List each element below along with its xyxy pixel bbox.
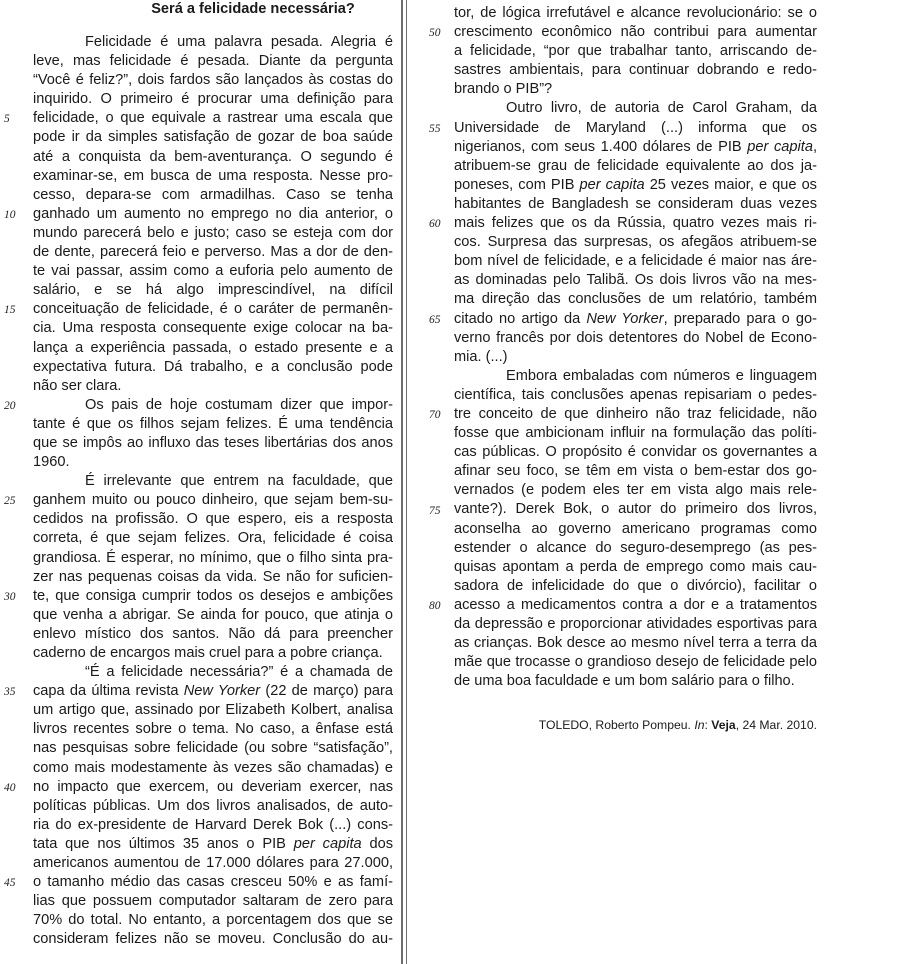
text-line: brando o PIB”? <box>454 81 553 98</box>
text-line: acesso a medicamentos contra a dor e a tratamentos <box>454 596 817 613</box>
source-citation: TOLEDO, Roberto Pompeu. In: Veja, 24 Mar. 2010. <box>538 718 817 732</box>
text-line: cos. Surpresa das surpresas, os afegãos atribuem-se <box>454 234 817 251</box>
line-number: 5 <box>4 113 10 126</box>
text-line: mãe que trocasse o grandioso desejo de felicidade pelo <box>454 654 817 671</box>
source-in: In <box>694 718 705 732</box>
text-line: ganhem muito ou pouco dinheiro, que sejam bem-su- <box>33 492 393 509</box>
text-line: que se impôs ao influxo das teses libertárias dos anos <box>33 434 393 451</box>
source-magazine: Veja <box>711 718 736 732</box>
source-date: , 24 Mar. 2010. <box>735 718 817 732</box>
text-line: correta, é que sejam felizes. Ora, felicidade é coisa <box>33 530 393 547</box>
text-line: ria do ex-presidente de Harvard Derek Bok (...) cons- <box>33 816 393 833</box>
text-line: habitantes de Bangladesh se consideram duas vezes <box>454 195 817 212</box>
text-line: da depressão e proporcionar atividades esportivas para <box>454 616 817 632</box>
text-line: caderno de encargos mais cruel para a pobre criança. <box>33 645 383 661</box>
text-line: políticas públicas. Um dos livros analisados, de auto- <box>33 797 393 814</box>
text-line: Universidade de Maryland (...) informa que os <box>454 119 817 136</box>
text-line: livros recentes sobre o tema. No caso, a ênfase está <box>33 721 393 738</box>
line-number: 65 <box>429 313 441 326</box>
text-line: te vai passar, assim como a euforia pelo aumento de <box>33 263 393 280</box>
text-line: tor, de lógica irrefutável e alcance revolucionário: se o <box>454 5 817 21</box>
line-number: 50 <box>429 27 441 40</box>
text-line: Os pais de hoje costumam dizer que impor- <box>85 396 393 413</box>
text-line: cesso, depara-se com armadilhas. Caso se tenha <box>33 186 393 203</box>
text-line: americanos aumentou de 17.000 dólares para 27.000, <box>33 855 393 872</box>
text-line: nas pesquisas sobre felicidade (ou sobre “satisfação”, <box>33 740 393 757</box>
text-line: bom nível de felicidade, e a felicidade é maior nas áre- <box>454 253 817 270</box>
line-number: 40 <box>4 781 16 794</box>
text-line: não ser clara. <box>33 377 122 394</box>
text-line: tata que nos últimos 35 anos o PIB per capita dos <box>33 835 393 852</box>
text-line: atribuem-se grau de felicidade equivalente ao dos ja- <box>454 157 817 174</box>
text-line: te, que consiga cumprir todos os desejos e ambições <box>33 587 393 604</box>
text-line: que venha a abrigar. Se ainda for pouco, que atinja o <box>33 606 393 623</box>
text-line: vante?). Derek Bok, o autor do primeiro dos livros, <box>454 501 817 518</box>
text-line: “É a felicidade necessária?” é a chamada de <box>85 664 393 681</box>
text-line: citado no artigo da New Yorker, preparado para o go- <box>454 310 817 327</box>
text-line: salário, e se há algo imprescindível, na difícil <box>33 282 393 299</box>
text-line: “Você é feliz?”, dois fardos são lançados às costas do <box>33 72 393 89</box>
text-line: o tamanho médio das casas cresceu 50% e as famí- <box>33 874 393 891</box>
text-line: cas públicas. O propósito é convidar os governantes a <box>454 444 817 461</box>
text-line: pode ir da simples satisfação de gozar de boa saúde <box>33 129 393 146</box>
article-title: Será a felicidade necessária? <box>151 1 355 17</box>
text-line: grandiosa. É esperar, no mínimo, que o filho sinta pra- <box>33 549 393 566</box>
text-line: leve, mas felicidade é pesada. Diante da pergunta <box>33 53 393 70</box>
text-line: mais felizes que os da Rússia, quatro vezes mais ri- <box>454 215 817 232</box>
line-number: 75 <box>429 504 441 517</box>
text-line: É irrelevante que entrem na faculdade, que <box>85 473 393 490</box>
line-number: 10 <box>4 208 16 221</box>
text-line: 1960. <box>33 454 70 471</box>
text-line: lança a experiência passada, o estado presente e a <box>33 339 393 356</box>
text-line: felicidade, o que equivale a rastrear uma escala que <box>33 110 393 127</box>
line-number: 60 <box>429 218 441 231</box>
line-number: 30 <box>4 590 16 603</box>
text-line: capa da última revista New Yorker (22 de março) para <box>33 683 393 700</box>
text-line: até a conquista da bem-aventurança. O segundo é <box>33 148 393 165</box>
text-line: nigerianos, com seus 1.400 dólares de PIB per capita, <box>454 138 818 155</box>
text-line: as crianças. Bok desce ao mesmo nível terra a terra da <box>454 635 817 652</box>
source-author: TOLEDO, Roberto Pompeu. <box>538 718 691 732</box>
line-number: 70 <box>429 409 441 422</box>
column-divider-inner <box>406 0 407 964</box>
text-line: inquirido. O primeiro é procurar uma definição para <box>33 91 393 108</box>
right-column <box>454 4 817 691</box>
text-line: quisas apontam a perda de emprego como mais cau- <box>454 558 817 575</box>
line-number: 80 <box>429 600 441 613</box>
line-number: 25 <box>4 495 16 508</box>
text-line: Felicidade é uma palavra pesada. Alegria é <box>85 34 393 50</box>
text-line: no impacto que exercem, ou deveriam exercer, nas <box>33 778 393 795</box>
text-line: conceituação de felicidade, é o caráter de permanên- <box>33 301 393 318</box>
column-divider <box>401 0 403 964</box>
text-line: como mais modestamente às vezes são chamadas) e <box>33 759 393 776</box>
line-number: 35 <box>4 686 16 699</box>
text-line: um artigo que, assinado por Elizabeth Kolbert, analisa <box>33 702 393 719</box>
text-line: cedidos na profissão. O que espero, eis a resposta <box>33 511 393 528</box>
text-line: vernados (e podem eles ter em vista algo mais rele- <box>454 482 817 499</box>
text-line: ma direção das conclusões de um relatório, também <box>454 291 817 308</box>
line-number: 55 <box>429 122 441 135</box>
text-line: as dominadas pelo Talibã. Os dois livros vão na mes- <box>454 272 817 289</box>
text-line: verno francês por dois detentores do Nobel de Econo- <box>454 329 817 346</box>
line-number: 20 <box>4 399 16 412</box>
text-line: 70% do total. No entanto, a porcentagem dos que se <box>33 912 393 929</box>
text-line: tante é que os filhos sejam felizes. É uma tendência <box>33 415 393 432</box>
text-line: aconselha ao governo americano programas como <box>454 520 817 537</box>
text-line: zer nas pequenas coisas da vida. Se não for suficien- <box>33 568 393 585</box>
line-number: 15 <box>4 304 16 317</box>
text-line: Embora embaladas com números e linguagem <box>506 367 817 384</box>
text-line: sastres ambientais, para continuar dobrando e redo- <box>454 62 817 79</box>
text-line: crescimento econômico não contribui para aumentar <box>454 24 817 41</box>
text-line: Outro livro, de autoria de Carol Graham, da <box>506 100 817 117</box>
text-line: afinar seu foco, se têm em vista o bem-estar dos go- <box>454 463 817 480</box>
text-line: a felicidade, “por que trabalhar tanto, arriscando de- <box>454 43 817 60</box>
text-line: enlevo místico dos santos. Não dá para preencher <box>33 625 393 642</box>
text-line: de uma boa faculdade e um bom salário para o filho. <box>454 673 795 690</box>
text-line: lias que possuem computador saltaram de zero para <box>33 893 393 910</box>
text-line: tre conceito de que dinheiro não traz felicidade, não <box>454 405 817 422</box>
text-line: científica, tais conclusões apenas repisariam o pedes- <box>454 386 817 403</box>
text-line: expectativa futura. Dá trabalho, e a conclusão pode <box>33 358 393 375</box>
text-line: sadora de infelicidade do que o divórcio), facilitar o <box>454 577 817 594</box>
text-line: poneses, com PIB per capita 25 vezes maior, e que os <box>454 176 817 193</box>
text-line: mia. (...) <box>454 348 508 365</box>
text-line: fosse que ambicionam influir na formulação das políti- <box>454 425 817 442</box>
text-line: cia. Uma resposta consequente exige colocar na ba- <box>33 320 393 337</box>
left-column <box>33 33 393 950</box>
text-line: de dente, parecerá feio e perverso. Mas a dor de den- <box>33 244 393 261</box>
text-line: mundo parecerá belo e justo; caso se esteja com dor <box>33 224 393 241</box>
text-line: examinar-se, em busca de uma resposta. Nesse pro- <box>33 167 393 184</box>
text-line: estender o alcance do seguro-desemprego (as pes- <box>454 539 817 556</box>
line-number: 45 <box>4 877 16 890</box>
text-line: ganhado um aumento no emprego no dia anterior, o <box>33 205 393 222</box>
text-line: consideram felizes não se moveu. Conclusão do au- <box>33 931 393 948</box>
